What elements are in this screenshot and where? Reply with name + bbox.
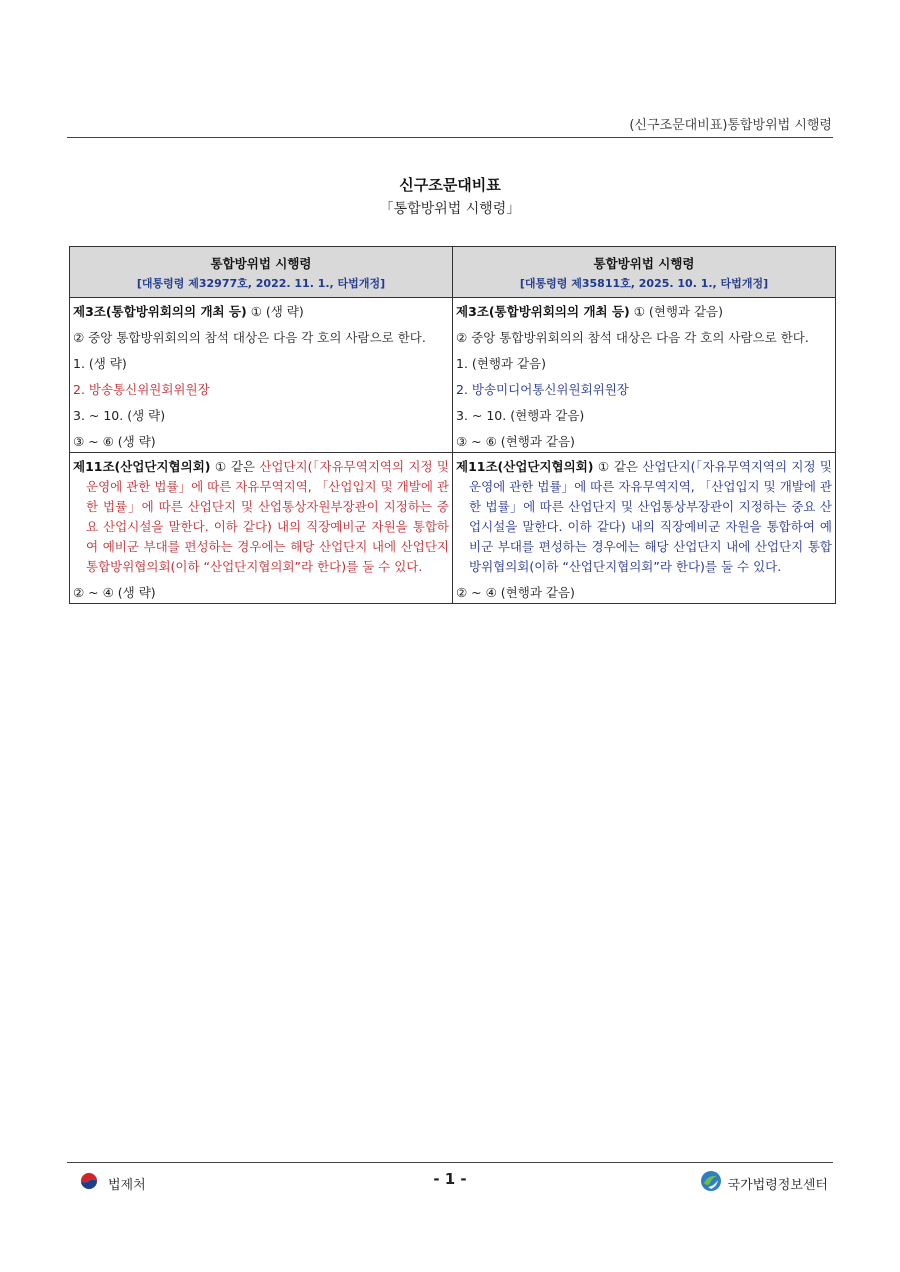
table-header-row — [70, 247, 836, 298]
document-title: 신구조문대비표 — [399, 176, 501, 194]
new-column-subtitle: [대통령령 제35811호, 2025. 10. 1., 타법개정] — [519, 276, 769, 290]
new-art3-item2-changed: 2. 방송미디어통신위원회위원장 — [456, 382, 629, 397]
old-article-11-cell — [70, 453, 453, 604]
new-art3-item3: 3. ~ 10. (현행과 같음) — [456, 408, 585, 423]
new-column-header — [453, 247, 836, 298]
old-art11-heading: 제11조(산업단지협의회) — [73, 459, 211, 474]
law-center-logo-icon — [700, 1170, 722, 1196]
running-header: (신구조문대비표)통합방위법 시행령 — [629, 118, 832, 133]
old-column-title: 통합방위법 시행령 — [210, 255, 312, 271]
new-art3-para3: ③ ~ ⑥ (현행과 같음) — [456, 434, 575, 449]
new-column-title: 통합방위법 시행령 — [593, 255, 695, 271]
old-art11-para2: ② ~ ④ (생 략) — [73, 585, 156, 600]
old-art3-item3: 3. ~ 10. (생 략) — [73, 408, 166, 423]
article-3-row — [70, 298, 836, 453]
new-art3-item1: 1. (현행과 같음) — [456, 356, 547, 371]
old-art3-para2: ② 중앙 통합방위회의의 참석 대상은 다음 각 호의 사람으로 한다. — [73, 330, 426, 345]
document-subtitle: 「통합방위법 시행령」 — [379, 201, 521, 217]
footer-left-label: 법제처 — [108, 1177, 146, 1193]
old-art11-body-changed: 산업단지(「자유무역지역의 지정 및 운영에 관한 법률」에 따른 자유무역지역, 「산업입지 및 개발에 관한 법률」에 따른 산업단지 및 산업통상자원부장관이 지정하는 중요 산업시설을 말한다. 이하 같다) 내의 직장예비군 자원을 통합하여 예비군 부대를 편성하는 경우에는 해당 산업단지 내에 산업단지 통합방위협의회(이하 “산업단지협의회”라 한다)를 둘 수 있다. — [86, 459, 449, 574]
footer-right-label: 국가법령정보센터 — [727, 1177, 828, 1193]
page-number: - 1 - — [433, 1170, 467, 1188]
old-art3-para3: ③ ~ ⑥ (생 략) — [73, 434, 156, 449]
old-art11-para1 — [70, 453, 452, 577]
new-art3-para1 — [453, 298, 835, 322]
article-11-row — [70, 453, 836, 604]
old-article-3-cell — [70, 298, 453, 453]
new-article-3-cell — [453, 298, 836, 453]
old-art3-para1 — [70, 298, 452, 322]
new-art3-para2: ② 중앙 통합방위회의의 참석 대상은 다음 각 호의 사람으로 한다. — [456, 330, 809, 345]
old-column-subtitle: [대통령령 제32977호, 2022. 11. 1., 타법개정] — [136, 276, 386, 290]
old-art3-item2-changed: 2. 방송통신위원회위원장 — [73, 382, 210, 397]
new-art3-heading: 제3조(통합방위회의의 개최 등) — [456, 304, 630, 319]
footer-divider — [67, 1162, 833, 1163]
new-article-11-cell — [453, 453, 836, 604]
footer-law-center — [700, 1170, 828, 1196]
comparison-table — [69, 246, 836, 604]
new-art3-p1-text: ① (현행과 같음) — [629, 304, 723, 319]
header-divider — [67, 137, 833, 138]
new-art11-pre: ① 같은 — [593, 459, 643, 474]
new-art11-body-changed: 산업단지(「자유무역지역의 지정 및 운영에 관한 법률」에 따른 자유무역지역, 「산업입지 및 개발에 관한 법률」에 따른 산업단지 및 산업통상부장관이 지정하는 중요 산업시설을 말한다. 이하 같다) 내의 직장예비군 자원을 통합하여 예비군 부대를 편성하는 경우에는 해당 산업단지 내에 산업단지 통합방위협의회(이하 “산업단지협의회”라 한다)를 둘 수 있다. — [469, 459, 832, 574]
new-art11-para1 — [453, 453, 835, 577]
old-column-header — [70, 247, 453, 298]
old-art3-heading: 제3조(통합방위회의의 개최 등) — [73, 304, 247, 319]
new-art11-para2: ② ~ ④ (현행과 같음) — [456, 585, 575, 600]
old-art11-pre: ① 같은 — [210, 459, 260, 474]
old-art3-p1-text: ① (생 략) — [246, 304, 304, 319]
new-art11-heading: 제11조(산업단지협의회) — [456, 459, 594, 474]
old-art3-item1: 1. (생 략) — [73, 356, 127, 371]
